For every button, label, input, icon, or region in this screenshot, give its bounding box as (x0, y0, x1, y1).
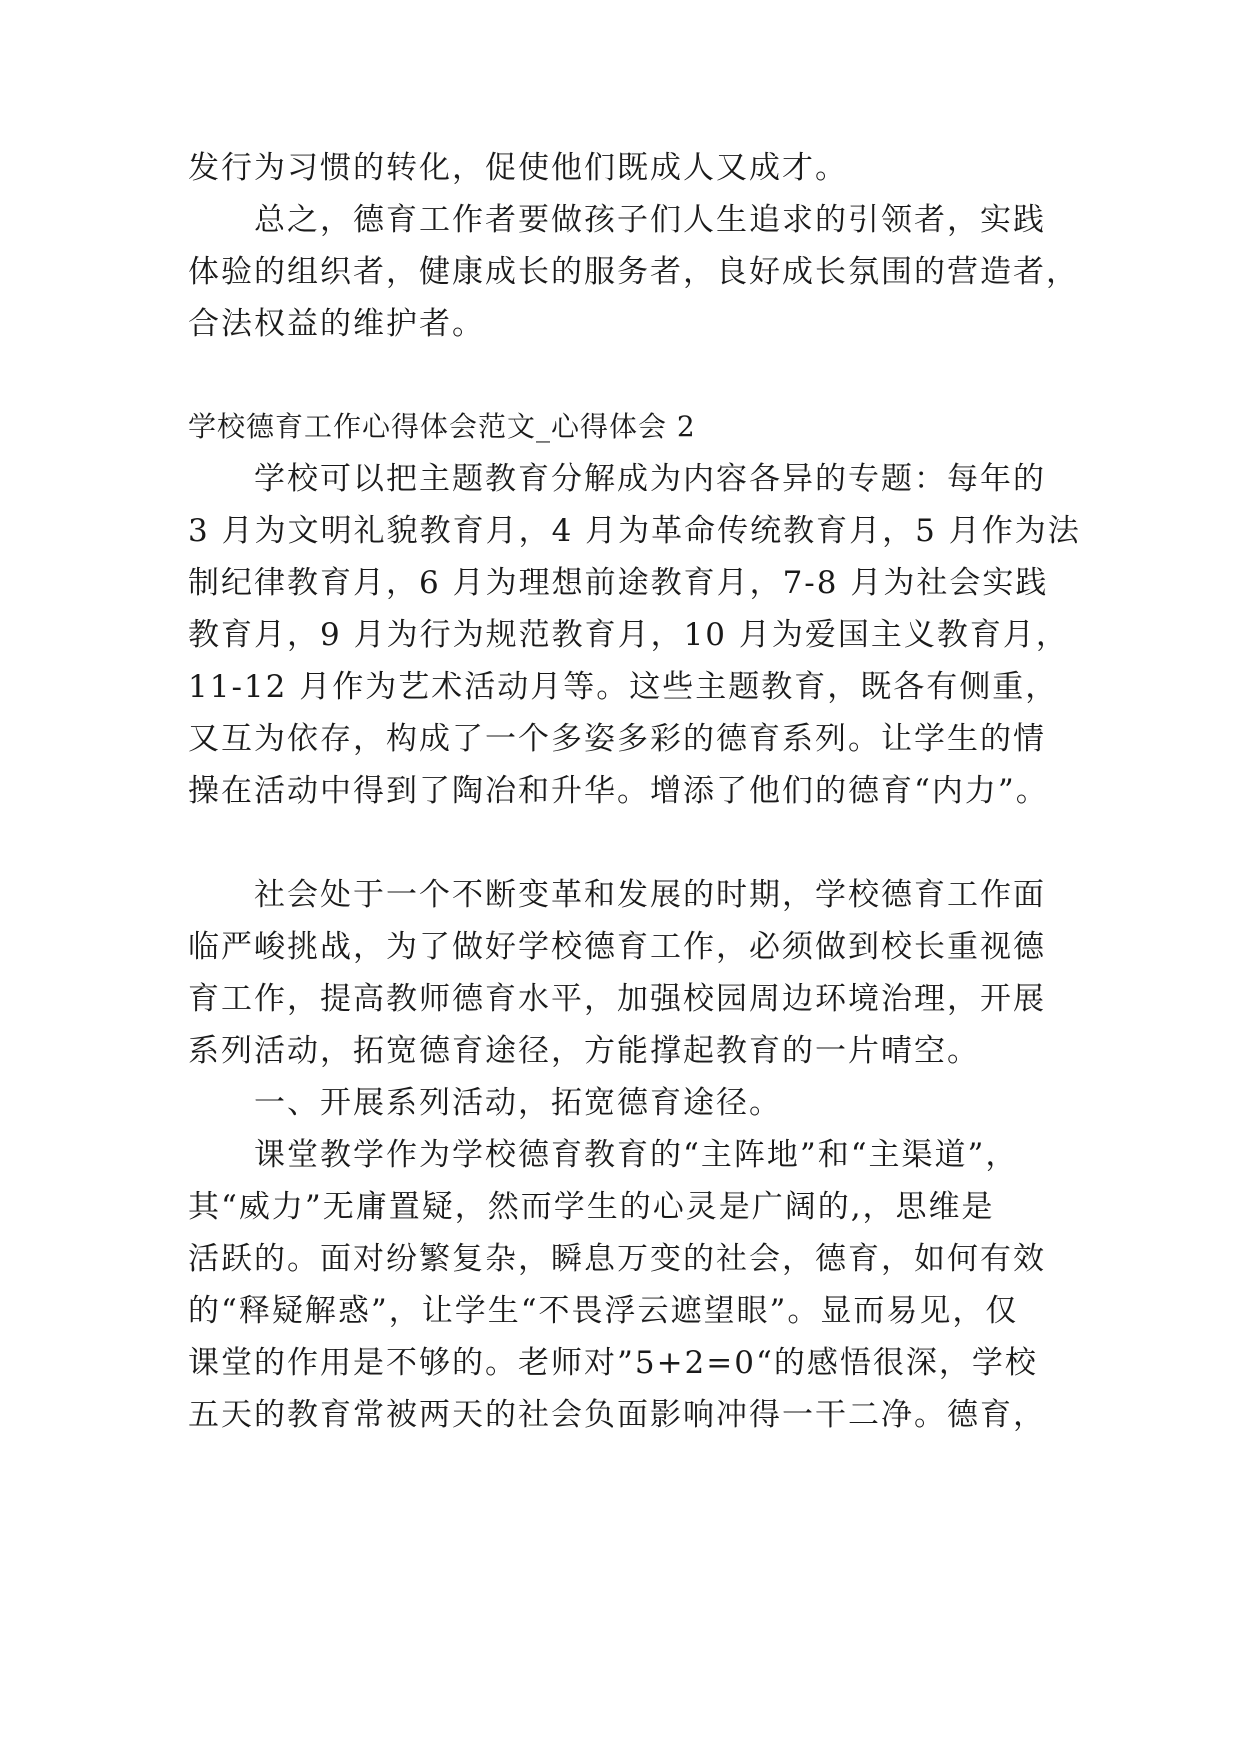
text-line: 发行为习惯的转化，促使他们既成人又成才。 (188, 150, 848, 186)
text-line: 3 月为文明礼貌教育月，4 月为革命传统教育月，5 月作为法 (188, 513, 1081, 549)
text-line: 系列活动，拓宽德育途径，方能撑起教育的一片晴空。 (188, 1033, 980, 1069)
text-line: 的“释疑解惑”，让学生“不畏浮云遮望眼”。显而易见，仅 (188, 1293, 1019, 1329)
text-line: 又互为依存，构成了一个多姿多彩的德育系列。让学生的情 (188, 721, 1046, 757)
text-line: 制纪律教育月，6 月为理想前途教育月，7-8 月为社会实践 (188, 565, 1049, 601)
text-line: 社会处于一个不断变革和发展的时期，学校德育工作面 (254, 877, 1046, 913)
text-line: 课堂教学作为学校德育教育的“主阵地”和“主渠道”， (254, 1137, 1019, 1173)
text-line: 其“威力”无庸置疑，然而学生的心灵是广阔的,，思维是 (188, 1189, 995, 1225)
text-line: 合法权益的维护者。 (188, 306, 485, 342)
text-line: 11-12 月作为艺术活动月等。这些主题教育，既各有侧重， (188, 669, 1059, 705)
text-line: 体验的组织者，健康成长的服务者，良好成长氛围的营造者， (188, 254, 1079, 290)
text-line: 临严峻挑战，为了做好学校德育工作，必须做到校长重视德 (188, 929, 1046, 965)
section-heading: 学校德育工作心得体会范文_心得体会 2 (188, 410, 696, 443)
text-line: 教育月，9 月为行为规范教育月，10 月为爱国主义教育月， (188, 617, 1069, 653)
text-line: 操在活动中得到了陶冶和升华。增添了他们的德育“内力”。 (188, 773, 1049, 809)
text-line: 学校可以把主题教育分解成为内容各异的专题：每年的 (254, 461, 1046, 497)
text-line: 五天的教育常被两天的社会负面影响冲得一干二净。德育， (188, 1397, 1046, 1433)
text-line: 一、开展系列活动，拓宽德育途径。 (254, 1085, 782, 1121)
text-line: 活跃的。面对纷繁复杂，瞬息万变的社会，德育，如何有效 (188, 1241, 1046, 1277)
text-line: 育工作，提高教师德育水平，加强校园周边环境治理，开展 (188, 981, 1046, 1017)
text-line: 总之，德育工作者要做孩子们人生追求的引领者，实践 (254, 202, 1046, 238)
text-line: 课堂的作用是不够的。老师对”5+2=0“的感悟很深，学校 (188, 1345, 1038, 1381)
